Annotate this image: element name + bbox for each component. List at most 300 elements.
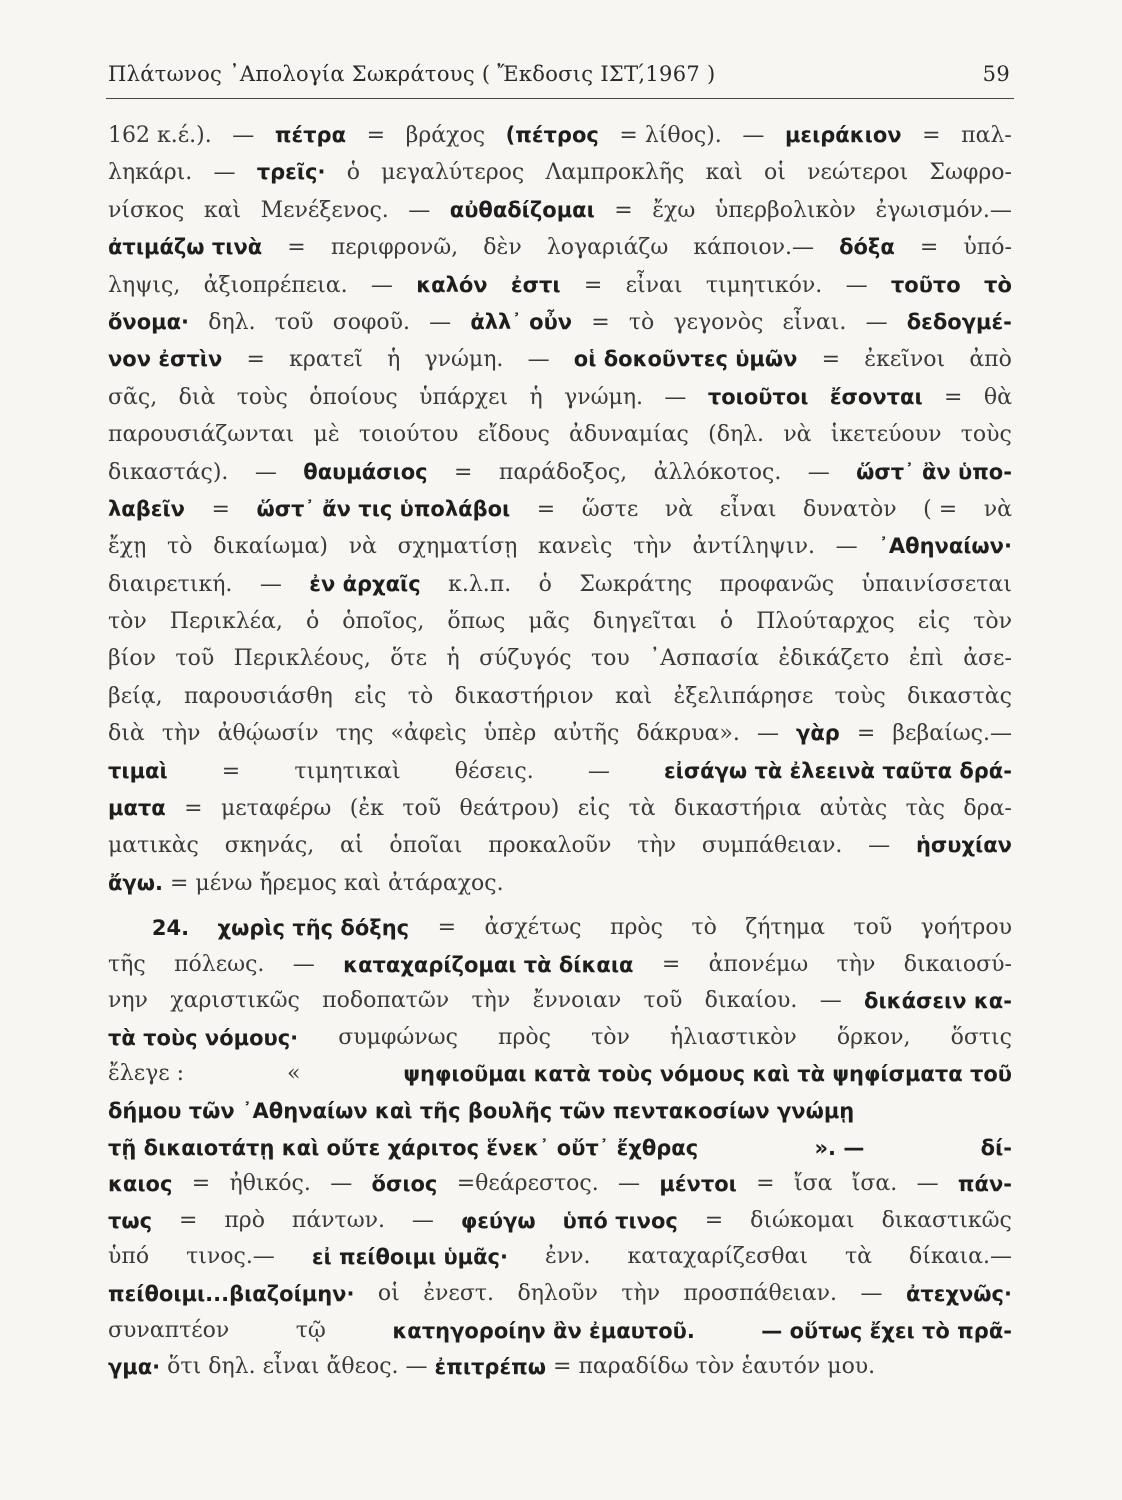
text-line — [108, 1349, 1012, 1386]
gloss-text: ἡλιαστικὸν — [670, 1024, 797, 1050]
text-line — [108, 827, 1012, 864]
gloss-text: = — [246, 347, 265, 373]
gloss-text: ὑπάρχει — [419, 384, 509, 410]
gloss-text: — — [527, 347, 550, 373]
gloss-text: ἐκεῖνοι — [864, 347, 946, 373]
gloss-text: τοιούτου — [358, 422, 459, 448]
gloss-text: — — [618, 1171, 641, 1197]
gloss-text: δικαστήριον — [454, 683, 594, 709]
gloss-text: εἶναι. — [782, 309, 847, 335]
gloss-text: τιμητικόν. — [705, 272, 823, 298]
lemma-term: χωρὶς τῆς δόξης — [217, 916, 410, 940]
commentary-block-23 — [108, 117, 1012, 902]
gloss-text: δικαστικῶς — [881, 1207, 1012, 1233]
gloss-text: ἡ — [446, 646, 460, 672]
gloss-text: ὁ — [719, 609, 734, 635]
lemma-term: δόξα — [839, 235, 895, 260]
text-line — [108, 341, 1012, 378]
gloss-text: = — [454, 459, 473, 485]
gloss-text: ἴσα. — [851, 1171, 898, 1197]
lemma-term: κατηγοροίην ἂν ἐμαυτοῦ. — [392, 1318, 695, 1343]
gloss-text: τοῦ — [402, 796, 442, 822]
gloss-text: — — [254, 459, 277, 485]
gloss-text: τοὺς — [960, 422, 1012, 448]
lemma-term: τοιοῦτοι — [707, 384, 809, 409]
gloss-text: προκαλοῦν — [488, 833, 612, 859]
commentary-block-24 — [108, 910, 1012, 1386]
gloss-text: ὅρκον, — [836, 1024, 911, 1050]
text-line — [108, 566, 1012, 603]
text-line — [108, 1020, 1012, 1057]
text-line — [108, 379, 1012, 416]
gloss-text: — — [213, 160, 236, 186]
gloss-text: — — [259, 571, 282, 597]
lemma-term: πείθοιμι...βιαζοίμην· — [108, 1281, 355, 1306]
gloss-text: τὸν — [973, 609, 1012, 635]
gloss-text: — — [370, 272, 393, 298]
gloss-text: αὐτῆς — [553, 721, 620, 747]
text-line — [108, 528, 1012, 565]
gloss-text: — — [411, 1207, 434, 1233]
gloss-text: = — [179, 1207, 198, 1233]
text-line — [108, 603, 1012, 640]
text-line — [108, 491, 1012, 528]
gloss-text: συναπτέον — [108, 1317, 230, 1343]
gloss-text: χαριστικῶς — [170, 988, 300, 1014]
gloss-text: — — [916, 1171, 939, 1197]
gloss-text: τὰ — [844, 1244, 872, 1270]
gloss-text: κρατεῖ — [289, 347, 363, 373]
gloss-text: ἐξελιπάρησε — [673, 683, 814, 709]
gloss-text: = λίθος). — [619, 123, 722, 148]
gloss-text: Περικλέους, — [233, 646, 371, 672]
gloss-text: ἤρεμος — [259, 870, 337, 896]
gloss-text: Μενέξενος. — [260, 197, 389, 223]
gloss-text: μου. — [827, 1354, 876, 1380]
text-line — [108, 947, 1012, 984]
gloss-text: ἄθεος. — [326, 1354, 399, 1380]
gloss-text: σκηνάς, — [224, 833, 315, 859]
lemma-term: θαυμάσιος — [303, 459, 428, 484]
gloss-text: τὸ — [691, 915, 717, 940]
gloss-text: κ.λ.π. — [448, 571, 512, 597]
gloss-text: νεώτεροι — [807, 160, 909, 186]
gloss-text: καταχαρίζεσθαι — [627, 1244, 808, 1270]
gloss-text: τοῦ — [643, 988, 683, 1014]
lemma-term: ὅσιος — [371, 1172, 438, 1197]
lemma-term: ἀτιμάζω τινὰ — [108, 235, 263, 260]
text-line — [108, 416, 1012, 453]
lemma-term: δήμου τῶν ᾿Αθηναίων καὶ τῆς βουλῆς τῶν πεντακοσίων γνώμῃ — [108, 1098, 855, 1123]
gloss-text: πρὸς — [609, 915, 663, 940]
text-line — [108, 1093, 1012, 1130]
gloss-text: — — [756, 721, 779, 747]
gloss-text: καὶ — [203, 197, 242, 223]
gloss-text: ἔχῃ — [108, 534, 147, 560]
gloss-text: οἱ — [764, 160, 786, 186]
gloss-text: — — [807, 459, 830, 485]
gloss-text: μεγαλύτερος — [381, 160, 525, 186]
gloss-text: — — [835, 534, 858, 560]
gloss-text: τὸν — [108, 609, 147, 635]
gloss-text: — — [330, 1171, 353, 1197]
gloss-text: μεταφέρω — [220, 796, 332, 822]
lemma-term: 24. — [108, 916, 190, 940]
gloss-text: ἀλλόκοτος. — [653, 459, 782, 485]
gloss-text: « — [287, 1061, 301, 1087]
lemma-term: ματα — [108, 796, 166, 821]
gloss-text: ἠθικός. — [229, 1171, 311, 1197]
text-line — [108, 1203, 1012, 1240]
gloss-text: προφανῶς — [719, 571, 835, 597]
gloss-text: γνώμη. — [564, 384, 644, 410]
gloss-text: ἴσα — [793, 1171, 833, 1197]
gloss-text: ( = — [923, 496, 958, 522]
gloss-text: ἐπὶ — [908, 646, 944, 672]
gloss-text: βεβαίως.— — [892, 721, 1012, 747]
gloss-text: μένω — [195, 870, 253, 896]
gloss-text: — — [819, 988, 842, 1014]
gloss-text: ὅτε — [390, 646, 428, 672]
gloss-text: ἀπὸ — [969, 347, 1012, 373]
header-title: Πλάτωνος ᾿Απολογία Σωκράτους ( Ἔκδοσις ΙΣΤ,́1967 ) — [108, 62, 716, 86]
gloss-text: (δηλ. — [708, 422, 765, 448]
gloss-text: τοῦ — [853, 915, 893, 940]
gloss-text: διὰ — [178, 384, 216, 410]
lemma-term: ἀτεχνῶς· — [905, 1281, 1012, 1306]
gloss-text: ἀσε- — [963, 646, 1012, 672]
lemma-term: εἰσάγω τὰ ἐλεεινὰ ταῦτα δρά- — [663, 758, 1012, 783]
gloss-text: = — [756, 1171, 775, 1197]
gloss-text: δηλ. — [208, 309, 256, 335]
gloss-text: ζήτημα — [745, 915, 825, 940]
gloss-text: — — [429, 309, 452, 335]
gloss-text: Πλούταρχος — [756, 609, 895, 635]
text-line — [108, 304, 1012, 341]
gloss-text: πάντων. — [291, 1207, 386, 1233]
gloss-text: δυνατὸν — [802, 496, 897, 522]
gloss-text: παρουσιάζωνται — [108, 422, 295, 448]
gloss-text: δικαστάς). — [108, 459, 229, 485]
lemma-term: δεδογμέ- — [906, 309, 1012, 334]
header-rule — [106, 98, 1014, 99]
gloss-text: = — [221, 758, 241, 784]
gloss-text: = — [437, 915, 456, 940]
gloss-text: συμφώνως — [338, 1024, 458, 1050]
lemma-term: ἐν ἀρχαῖς — [309, 571, 421, 596]
gloss-text: εἶναι — [625, 272, 683, 298]
lemma-term: μειράκιον — [784, 123, 902, 147]
gloss-text: δηλ. — [208, 1354, 256, 1380]
gloss-text: προσπάθειαν. — [683, 1280, 837, 1306]
gloss-text: παράδοξος, — [498, 459, 628, 485]
lemma-term: λαβεῖν — [108, 496, 185, 521]
gloss-text: βράχος — [405, 123, 486, 148]
text-line — [108, 1276, 1012, 1313]
text-line — [108, 753, 1012, 790]
gloss-text: πρὸ — [224, 1207, 265, 1233]
text-line — [108, 117, 1012, 154]
gloss-text: γεγονὸς — [673, 309, 764, 335]
gloss-text: δὲν — [483, 235, 522, 261]
gloss-text: τῷ — [295, 1317, 326, 1343]
gloss-text: τὰς — [905, 796, 945, 822]
lemma-term: γμα· — [108, 1355, 161, 1380]
gloss-text: σᾶς, — [108, 384, 158, 410]
lemma-term: πέτρα — [274, 123, 347, 147]
gloss-text: ὑπαινίσσεται — [861, 571, 1012, 597]
gloss-text: εἶναι — [719, 496, 777, 522]
gloss-text: ἀδυναμίας — [569, 422, 689, 448]
lemma-term: νον ἐστὶν — [108, 347, 223, 372]
gloss-text: ληψις, — [108, 272, 181, 298]
gloss-text: δικαστὰς — [907, 683, 1012, 709]
lemma-term: τὰ τοὺς νόμους· — [108, 1025, 299, 1050]
lemma-term: ». — — [814, 1135, 865, 1160]
gloss-text: = — [661, 951, 681, 977]
gloss-text: ἀπονέμω — [708, 951, 809, 977]
gloss-text: = — [591, 309, 610, 335]
lemma-term: τοῦτο — [890, 272, 961, 297]
text-line — [108, 678, 1012, 715]
gloss-text: εἴδους — [477, 422, 550, 448]
gloss-text: = — [922, 123, 941, 148]
gloss-text: συμπάθειαν. — [701, 833, 843, 859]
lemma-term: ὥστ᾿ ἂν ὑπο- — [856, 459, 1012, 484]
gloss-text: τινος.— — [186, 1244, 275, 1270]
gloss-text: δικαίου. — [704, 988, 798, 1014]
lemma-term: οἱ δοκοῦντες ὑμῶν — [573, 347, 798, 372]
gloss-text: = — [856, 721, 876, 747]
gloss-text: δικαιοσύ- — [903, 951, 1012, 977]
gloss-text: ὁ — [346, 160, 360, 186]
gloss-text: — — [865, 309, 888, 335]
gloss-text: τοῦ — [175, 646, 215, 672]
text-line — [108, 865, 1012, 902]
lemma-term: ᾿Αθηναίων· — [878, 534, 1012, 559]
gloss-text: — — [587, 758, 610, 784]
gloss-text: = — [184, 796, 203, 822]
gloss-text: ὅστις — [950, 1024, 1012, 1050]
gloss-text: ὁ — [538, 571, 552, 597]
lemma-term: τως — [108, 1208, 153, 1233]
lemma-term: ὥστ᾿ ἄν τις ὑπολάβοι — [256, 496, 511, 521]
gloss-text: αἱ — [340, 833, 364, 859]
gloss-text: τὴν — [633, 534, 672, 560]
gloss-text: — — [408, 197, 431, 223]
gloss-text: 162 κ.έ.). — [108, 123, 212, 148]
lemma-term: (πέτρος — [505, 123, 599, 147]
lemma-term: καιος — [108, 1172, 173, 1197]
gloss-text: ὁποῖαι — [389, 833, 463, 859]
gloss-text: θέσεις. — [454, 758, 534, 784]
gloss-text: ματικὰς — [108, 833, 199, 859]
gloss-text: εἰς — [354, 683, 387, 709]
lemma-term: τῇ δικαιοτάτῃ καὶ οὔτε χάριτος ἕνεκ᾿ οὔτ᾿ ἔχθρας — [108, 1135, 699, 1160]
gloss-text: κανεὶς — [538, 534, 613, 560]
gloss-text: ὑπό — [108, 1244, 150, 1270]
gloss-text: Περικλέα, — [169, 609, 283, 635]
gloss-text: ὥστε — [581, 496, 639, 522]
running-header — [108, 62, 1010, 94]
text-line — [108, 267, 1012, 304]
gloss-text: ποδοπατῶν — [322, 988, 450, 1014]
gloss-text: = — [919, 235, 939, 261]
gloss-text: «ἀφεὶς — [390, 721, 467, 747]
gloss-text: διώκομαι — [750, 1207, 855, 1233]
gloss-text: ληκάρι. — [108, 160, 193, 186]
gloss-text: ὁποῖος, — [342, 609, 425, 635]
gloss-text: ἐγωισμόν.— — [875, 197, 1012, 223]
gloss-text: = — [287, 235, 306, 261]
gloss-text: τὸ — [407, 683, 434, 709]
lemma-term: ἀλλ᾿ οὖν — [470, 309, 573, 334]
text-line — [108, 154, 1012, 191]
gloss-text: δηλοῦν — [517, 1280, 598, 1306]
gloss-text: = — [211, 496, 230, 522]
gloss-text: ὑπὲρ — [483, 721, 537, 747]
gloss-text: ἔννοιαν — [532, 988, 622, 1014]
gloss-text: τὴν — [471, 988, 511, 1014]
gloss-text: (ἐκ — [349, 796, 384, 822]
gloss-text: τὸ — [628, 309, 655, 335]
gloss-text: τὸν — [591, 1024, 630, 1050]
gloss-text: Σωφρο- — [929, 160, 1012, 186]
gloss-text: εἰς — [917, 609, 951, 635]
gloss-text: ἡ — [529, 384, 543, 410]
text-line — [108, 1166, 1012, 1203]
gloss-text: = — [704, 1207, 724, 1233]
text-line — [108, 1056, 1012, 1093]
gloss-text: αὐτὰς — [819, 796, 888, 822]
gloss-text: τὴν — [621, 1280, 661, 1306]
gloss-text: ᾿Ασπασία — [649, 646, 759, 672]
gloss-text: = — [553, 1354, 572, 1380]
gloss-text: καὶ — [343, 870, 382, 896]
gloss-text: νίσκος — [108, 197, 185, 223]
gloss-text: ὅπως — [447, 609, 506, 635]
gloss-text: ἱκετεύουν — [830, 422, 942, 448]
gloss-text: ἐνεστ. — [423, 1280, 495, 1306]
gloss-text: = — [944, 384, 963, 410]
gloss-text: δάκρυα». — [636, 721, 740, 747]
gloss-text: = — [366, 123, 386, 148]
lemma-term: μέντοι — [659, 1172, 737, 1197]
gloss-text: Λαμπροκλῆς — [545, 160, 685, 186]
lemma-term: φεύγω — [460, 1208, 536, 1233]
gloss-text: — — [292, 951, 315, 977]
gloss-text: ἐδικάζετο — [778, 646, 890, 672]
gloss-text: σοφοῦ. — [332, 309, 410, 335]
gloss-text: κάποιον.— — [693, 235, 814, 261]
text-line — [108, 910, 1012, 947]
lemma-term: ἄγω. — [108, 870, 163, 895]
gloss-text: τὴν — [161, 721, 201, 747]
text-line — [108, 715, 1012, 752]
gloss-text: — — [868, 833, 891, 859]
gloss-text: οἱ — [377, 1280, 400, 1306]
text-line — [108, 640, 1012, 677]
text-line — [108, 1130, 1012, 1167]
lemma-term: ὄνομα· — [108, 309, 190, 334]
text-line — [108, 1313, 1012, 1350]
gloss-text: =θεάρεστος. — [456, 1171, 599, 1197]
gloss-text: = — [536, 496, 556, 522]
lemma-term: τρεῖς· — [256, 160, 326, 185]
page-number: 59 — [982, 62, 1010, 86]
gloss-text: μὲ — [313, 422, 340, 448]
lemma-term: δί- — [980, 1135, 1012, 1160]
gloss-text: ἔλεγε : — [108, 1061, 185, 1087]
gloss-text: δικαίωμα) — [213, 534, 328, 560]
lemma-term: ἐστι — [510, 272, 561, 297]
lemma-term: καλόν — [416, 272, 488, 297]
gloss-text: ἀθῴωσίν — [217, 721, 319, 747]
gloss-text: τοὺς — [834, 683, 886, 709]
gloss-text: νην — [108, 988, 148, 1014]
gloss-text: = — [169, 870, 189, 896]
gloss-text: σύζυγός — [479, 646, 572, 672]
gloss-text: γοήτρου — [920, 915, 1012, 940]
gloss-text: ἀσχέτως — [484, 915, 582, 940]
gloss-text: ὁ — [305, 609, 320, 635]
lemma-term: τὸ — [984, 272, 1012, 297]
gloss-text: βίον — [108, 646, 156, 672]
gloss-text: ἐνν. — [544, 1244, 591, 1270]
gloss-text: — — [845, 272, 868, 298]
gloss-text: καὶ — [614, 683, 653, 709]
gloss-text: τὸν — [695, 1354, 735, 1380]
lemma-term: — οὕτως ἔχει τὸ πρᾶ- — [761, 1318, 1012, 1343]
gloss-text: Σωκράτης — [579, 571, 693, 597]
gloss-text: λογαριάζω — [546, 235, 669, 261]
gloss-text: περιφρονῶ, — [330, 235, 459, 261]
text-line — [108, 1239, 1012, 1276]
gloss-text: ὑπερβολικὸν — [714, 197, 856, 223]
text-line — [108, 790, 1012, 827]
gloss-text: = — [821, 347, 841, 373]
gloss-text: ἑαυτόν — [741, 1354, 821, 1380]
lemma-term: καταχαρίζομαι τὰ δίκαια — [343, 952, 634, 977]
gloss-text: τῆς — [108, 951, 146, 977]
lemma-term: ἔσονται — [829, 384, 923, 409]
gloss-text: θεάτρου) — [459, 796, 560, 822]
gloss-text: ἀξιοπρέπεια. — [203, 272, 348, 298]
gloss-text: τοὺς — [236, 384, 288, 410]
gloss-text: — — [742, 123, 765, 148]
lemma-term: ἡσυχίαν — [915, 833, 1012, 858]
gloss-text: της — [335, 721, 374, 747]
gloss-text: πόλεως. — [174, 951, 265, 977]
text-line — [108, 454, 1012, 491]
lemma-term: ὑπό τινος — [562, 1208, 678, 1233]
gloss-text: νὰ — [348, 534, 377, 560]
gloss-text: ἡ — [387, 347, 401, 373]
gloss-text: γνώμη. — [424, 347, 504, 373]
gloss-text: δρα- — [963, 796, 1012, 822]
lemma-term: εἰ πείθοιμι ὑμᾶς· — [311, 1245, 508, 1270]
text-line — [108, 229, 1012, 266]
gloss-text: του — [590, 646, 630, 672]
gloss-text: μᾶς — [528, 609, 570, 635]
gloss-text: τιμητικαὶ — [294, 758, 401, 784]
gloss-text: εἶναι — [262, 1354, 320, 1380]
gloss-text: τὸ — [167, 534, 193, 560]
lemma-term: αὐθαδίζομαι — [449, 197, 595, 222]
gloss-text: θὰ — [983, 384, 1012, 410]
gloss-text: βείᾳ, — [108, 683, 163, 709]
gloss-text: παρουσιάσθη — [183, 683, 333, 709]
